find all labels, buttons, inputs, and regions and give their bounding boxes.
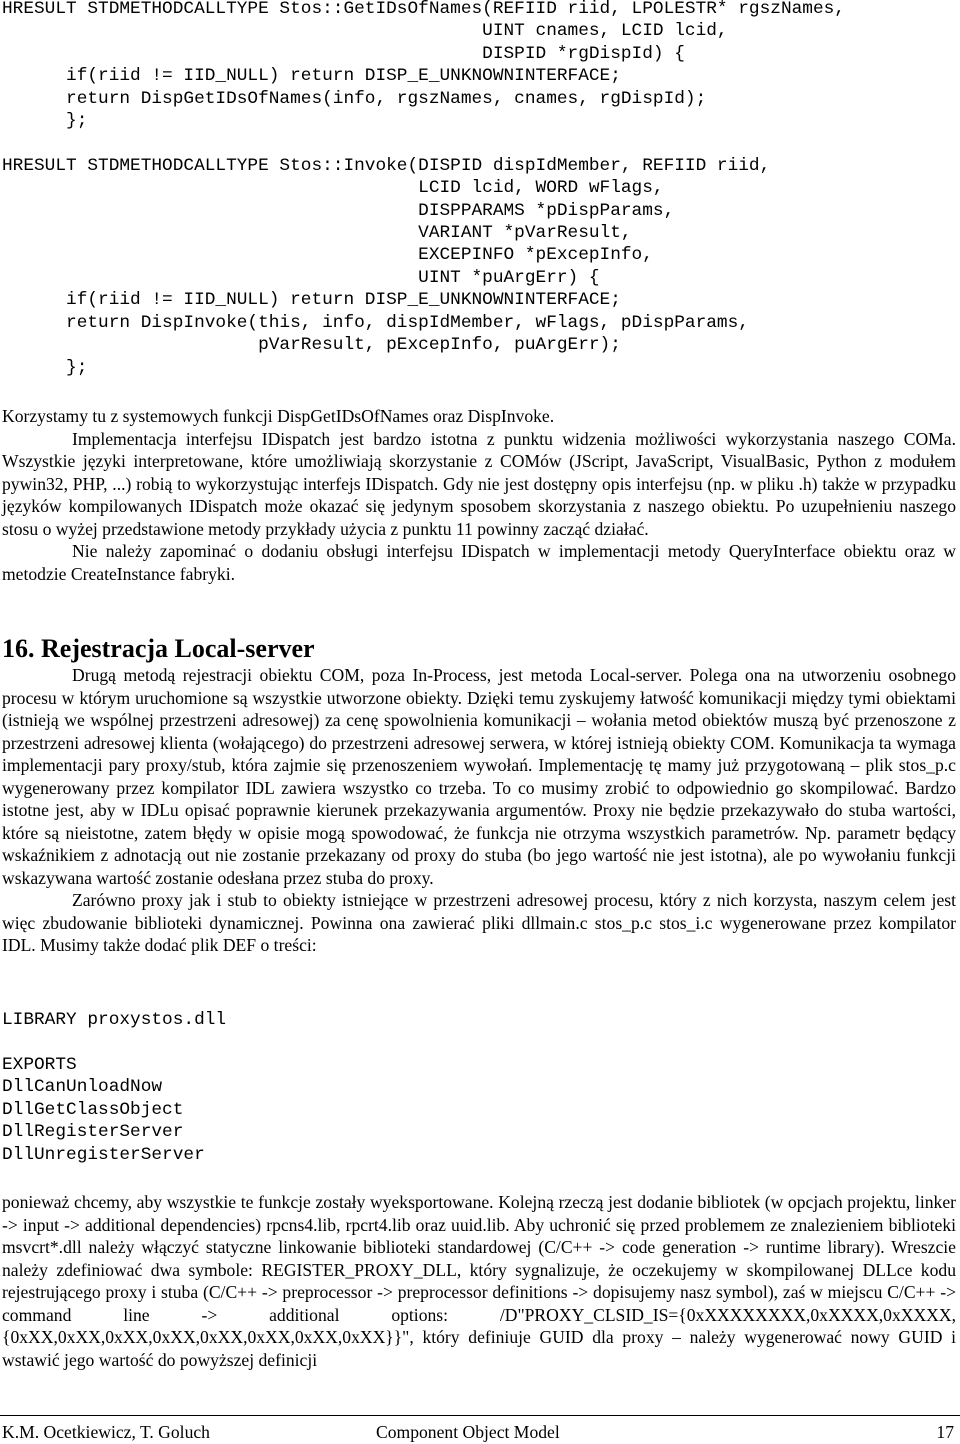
paragraph: Zarówno proxy jak i stub to obiekty istniejące w przestrzeni adresowej procesu, który z nich korzysta, naszym celem jest więc zbudowanie biblioteki dynamicznej. Powinna ona zawierać pliki dllmain.c stos_p.c stos_i.c wygenerowane przez kompilator IDL. Musimy także dodać plik DEF o treści:: [2, 890, 956, 955]
footer-divider: [0, 1415, 960, 1416]
footer-title: Component Object Model: [376, 1422, 560, 1442]
paragraph: Implementacja interfejsu IDispatch jest bardzo istotna z punktu widzenia możliwości wykorzystania naszego COMa. Wszystkie języki interpretowane, które umożliwiają skorzystanie z COMów (JScript, JavaScript, VisualBasic, Python z modułem pywin32, PHP, ...) robią to wykorzystując interfejs IDispatch. Gdy nie jest dostępny opis interfejsu (np. w pliku .h) także w przypadku języków kompilowanych IDispatch może okazać się jedynym sposobem skorzystania z naszego obiektu. Po uzupełnieniu naszego stosu o wyżej przedstawione metody przykłady użycia z punktu 11 powinny zacząć działać.: [2, 428, 956, 539]
section-heading: 16. Rejestracja Local-server: [2, 634, 315, 663]
page-number: 17: [936, 1422, 954, 1442]
code-listing-def-exports: EXPORTS DllCanUnloadNow DllGetClassObject DllRegisterServer DllUnregisterServer: [2, 1055, 205, 1165]
paragraph: Korzystamy tu z systemowych funkcji DispGetIDsOfNames oraz DispInvoke.: [2, 406, 555, 426]
footer-authors: K.M. Ocetkiewicz, T. Goluch: [2, 1422, 210, 1442]
body-text-local-server: [2, 664, 956, 957]
paragraph: Nie należy zapominać o dodaniu obsługi interfejsu IDispatch w implementacji metody QueryInterface obiektu oraz w metodzie CreateInstance fabryki.: [2, 541, 956, 584]
paragraph: ponieważ chcemy, aby wszystkie te funkcje zostały wyeksportowane. Kolejną rzeczą jest dodanie bibliotek (w opcjach projektu, linker -> input -> additional dependencies) rpcns4.lib, rpcrt4.lib oraz uuid.lib. Aby uchronić się przed problemem ze znalezieniem biblioteki msvcrt*.dll należy włączyć statyczne linkowanie biblioteki standardowej (C/C++ -> code generation -> runtime library). Wreszcie należy zdefiniować dwa symbole: REGISTER_PROXY_DLL, który sygnalizuje, że oczekujemy w skompilowanej DLLce kodu rejestrującego proxy i stuba (C/C++ -> preprocessor -> preprocessor definitions -> dopisujemy nasz symbol), zaś w miejscu C/C++ -> command line -> additional options: /D"PROXY_CLSID_IS={0xXXXXXXXX,0xXXXX,0xXXXX,{0xXX,0xXX,0xXX,0xXX,0xXX,0xXX,0xXX,0xXX}}", który definiuje GUID dla proxy – należy wygenerować nowy GUID i wstawić jego wartość do powyższej definicji: [2, 1192, 956, 1370]
body-text-idispatch: [2, 405, 956, 585]
paragraph: Drugą metodą rejestracji obiektu COM, poza In-Process, jest metoda Local-server. Polega ona na utworzeniu osobnego procesu w którym uruchomione są wszystkie utworzone obiekty. Dzięki temu zyskujemy łatwość komunikacji między tymi obiektami (istnieją we wspólnej przestrzeni adresowej) za cenę spowolnienia komunikacji – wołania metod obiektów muszą być przenoszone z przestrzeni adresowej klienta (wołającego) do przestrzeni adresowej serwera, w której istnieją obiekty COM. Komunikacja ta wymaga implementacji pary proxy/stub, która zajmie się przenoszeniem wywołań. Implementację tę mamy już przygotowaną – plik stos_p.c wygenerowany przez kompilator IDL zawiera wszystko co trzeba. To co musimy zrobić to odpowiednio go skompilować. Bardzo istotne jest, aby w IDLu opisać poprawnie kierunek przekazywania argumentów. Proxy nie będzie przekazywało do stuba wartości, które są nieistotne, zatem błędy w opisie mogą spowodować, że funkcja nie otrzyma wszystkich parametrów. Np. parametr będący wskaźnikiem z adnotacją out nie zostanie przekazany od proxy do stuba (bo jego wartość nie jest istotna), ale po wywołaniu funkcji wskazywana wartość zostanie odesłana przez stuba do proxy.: [2, 665, 956, 888]
code-listing-def-library: LIBRARY proxystos.dll: [2, 1010, 227, 1030]
body-text-build-settings: [2, 1191, 956, 1371]
code-listing-idispatch-methods: HRESULT STDMETHODCALLTYPE Stos::GetIDsOfNames(REFIID riid, LPOLESTR* rgszNames, UINT cnames, LCID lcid, DISPID *rgDispId) { if(riid != IID_NULL) return DISP_E_UNKNOWNINTERFACE; return DispGetIDsOfNames(info, rgszNames, cnames, rgDispId); }; HRESULT STDMETHODCALLTYPE Stos::Invoke(DISPID dispIdMember, REFIID riid, LCID lcid, WORD wFlags, DISPPARAMS *pDispParams, VARIANT *pVarResult, EXCEPINFO *pExcepInfo, UINT *puArgErr) { if(riid != IID_NULL) return DISP_E_UNKNOWNINTERFACE; return DispInvoke(this, info, dispIdMember, wFlags, pDispParams, pVarResult, pExcepInfo, puArgErr); };: [2, 0, 845, 378]
